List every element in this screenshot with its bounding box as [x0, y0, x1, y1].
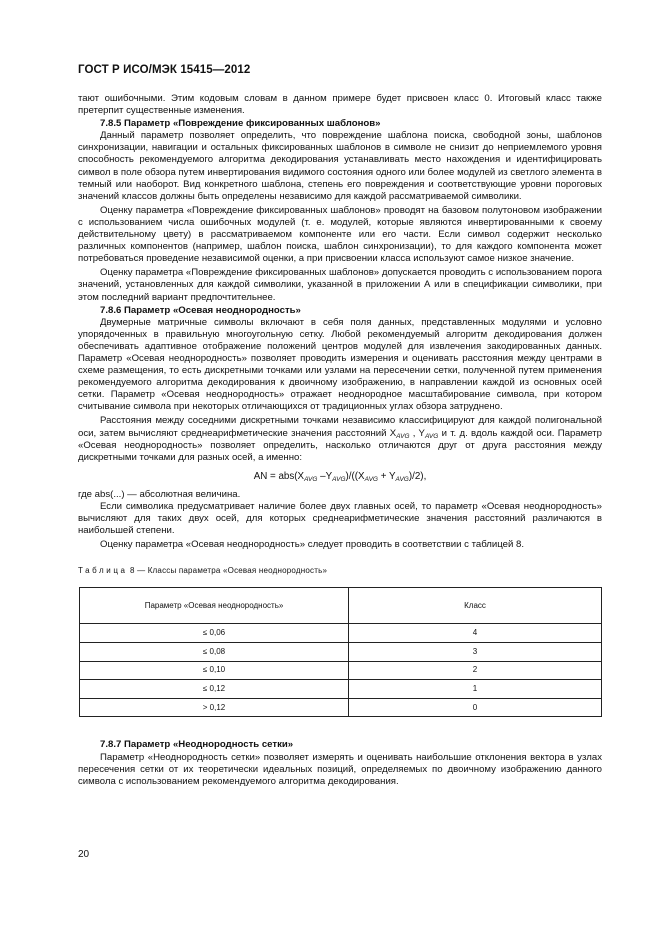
table-row	[80, 680, 602, 699]
table-row	[80, 698, 602, 717]
paragraph: Параметр «Неоднородность сетки» позволяет измерять и оценивать наибольшие отклонения вектора в узлах пересечения сетки от их теоретически идеальных позиций, определяемых по двоичному изображению данного символа с использованием рекомендуемого алгоритма декодирования.	[78, 751, 602, 787]
paragraph: Оценку параметра «Осевая неоднородность» следует проводить в соответствии с таблицей 8.	[100, 539, 524, 551]
table-cell-param: ≤ 0,06	[80, 624, 349, 643]
subscript: AVG	[395, 475, 409, 483]
table-header-grade: Класс	[349, 588, 602, 624]
formula-part: )/((X	[345, 470, 365, 482]
paragraph-axes	[78, 415, 602, 463]
table-row	[80, 624, 602, 643]
text-run: Расстояния между соседними дискретными точками независимо классифицируют для каждой полигональной оси, затем вычисляют среднеарифметические значения расстояний X	[78, 415, 602, 439]
table-row	[80, 661, 602, 680]
table-cell-param: ≤ 0,12	[80, 680, 349, 699]
table-header-row	[80, 588, 602, 624]
formula-part: AN = abs(X	[253, 470, 305, 482]
formula-part: –Y	[317, 470, 333, 482]
paragraph: Оценку параметра «Повреждение фиксированных шаблонов» допускается проводить с использованием порога значений, установленных для каждой символики, указанной в приложении А или в спецификации символики, при этом последний вариант предпочтительнее.	[78, 267, 602, 303]
table-cell-grade: 4	[349, 624, 602, 643]
table-header-param: Параметр «Осевая неоднородность»	[80, 588, 349, 624]
text-run: , Y	[409, 427, 425, 439]
paragraph-where: где abs(...) — абсолютная величина.	[78, 488, 241, 500]
paragraph: Оценку параметра «Повреждение фиксированных шаблонов» проводят на базовом полутоновом изображении с использованием числа ошибочных модулей (т. е. модулей, которые являются инвертированными к своему действительному цвету) в рассматриваемом компоненте или его части. Если символ содержит несколько различных компонентов (например, шаблон поиска, шаблон синхронизации), то для каждого компонента может потребоваться проведение независимой оценки, а при присвоении класса используют самое низкое значение.	[78, 204, 602, 265]
subscript: AVG	[424, 432, 439, 440]
formula	[78, 471, 602, 483]
table-8	[79, 587, 602, 717]
table-cell-grade: 2	[349, 661, 602, 680]
subscript: AVG	[332, 475, 346, 483]
page-number: 20	[78, 849, 90, 860]
paragraph: Данный параметр позволяет определить, что повреждение шаблона поиска, свободной зоны, шаблонов синхронизации, навигации и остальных фиксированных шаблонов в символе не снизит до неприемлемого уровня способность рекомендуемого алгоритма декодирования устанавливать место нахождения и идентифицировать символ в поле обзора путем инвертирования видимого состояния одного или более модулей из светлого элемента в темный или наоборот. Вид конкретного шаблона, степень его повреждения и соответствующие уровни пороговых значений классов должны быть определены независимо для каждой рассматриваемой символики.	[78, 130, 602, 202]
formula-part: )/2),	[408, 470, 427, 482]
subscript: AVG	[396, 432, 410, 440]
formula-part: + Y	[377, 470, 396, 482]
table-row	[80, 643, 602, 662]
table-cell-grade: 3	[349, 643, 602, 662]
document-body	[78, 93, 602, 788]
table-caption	[78, 565, 602, 577]
table-caption-text: 8 — Классы параметра «Осевая неоднородность»	[127, 566, 328, 576]
section-heading-7-8-6: 7.8.6 Параметр «Осевая неоднородность»	[100, 304, 301, 316]
table-caption-prefix: Таблица	[78, 566, 128, 576]
subscript: AVG	[304, 475, 318, 483]
paragraph-continuation: тают ошибочными. Этим кодовым словам в данном примере будет присвоен класс 0. Итоговый класс также претерпит существенные изменения.	[78, 93, 602, 117]
paragraph: Если символика предусматривает наличие более двух главных осей, то параметр «Осевая неоднородность» вычисляют для таких двух осей, для которых среднеарифметические значения расстояний различаются в наибольшей степени.	[78, 501, 602, 537]
text-run: и т. д. вдоль каждой оси. Параметр «Осевая неоднородность» позволяет определить, насколько отличаются друг от друга расстояния между дискретными точками для разных осей, а именно:	[78, 427, 602, 463]
table-cell-param: ≤ 0,08	[80, 643, 349, 662]
page-header-title: ГОСТ Р ИСО/МЭК 15415—2012	[78, 64, 251, 76]
subscript: AVG	[364, 475, 378, 483]
section-heading-7-8-7: 7.8.7 Параметр «Неоднородность сетки»	[100, 739, 294, 751]
paragraph: Двумерные матричные символы включают в себя поля данных, представленных модулями и условно упорядоченных в правильную многоугольную сетку. Любой рекомендуемый алгоритм декодирования должен обеспечивать адаптивное отображение положений центров модулей для извлечения закодированных данных. Параметр «Осевая неоднородность» позволяет проводить измерения и оценивать расстояния между центрами в схеме размещения, то есть дискретными точками или узлами на пересечении сетки, полученной путем применения рекомендуемого алгоритма декодирования к двоичному изображению, в направлении каждой из основных осей сетки. Параметр «Осевая неоднородность» отражает неоднородное масштабирование символа, при котором считывание символа при некоторых отличающихся от традиционных углах обзора затруднено.	[78, 316, 602, 413]
table-cell-param: ≤ 0,10	[80, 661, 349, 680]
table-cell-param: > 0,12	[80, 698, 349, 717]
section-heading-7-8-5: 7.8.5 Параметр «Повреждение фиксированных шаблонов»	[100, 118, 381, 130]
table-cell-grade: 1	[349, 680, 602, 699]
table-cell-grade: 0	[349, 698, 602, 717]
